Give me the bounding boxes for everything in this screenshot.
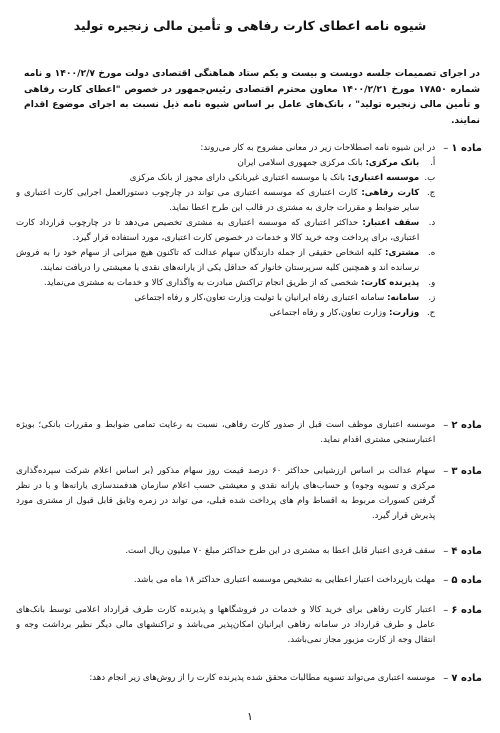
article-label: ماده ۳ – bbox=[443, 466, 482, 477]
definition-item bbox=[16, 276, 435, 291]
article-label: ماده ۵ – bbox=[443, 575, 482, 586]
article-text: اعتبار کارت رفاهی برای خرید کالا و خدمات در فروشگاهها و پذیرنده کارت طرف قرارداد اعلامی توسط بانک‌های عامل و طرف قرارداد در سامانه رفاهی ایرانیان امکان‌پذیر می‌باشد و تراکنشهای مالی دیگر نظیر برداشت وجه و انتقال وجه از کارت مزبور مجاز نمی‌باشد. bbox=[16, 605, 436, 645]
article-1 bbox=[16, 141, 482, 321]
item-letter: ب. bbox=[424, 173, 436, 183]
item-letter: أ. bbox=[430, 158, 436, 168]
item-term: موسسه اعتباری: bbox=[347, 173, 420, 183]
item-letter: و. bbox=[428, 278, 436, 288]
article-text: مهلت بازپرداخت اعتبار اعطایی به تشخیص موسسه اعتباری حداکثر ۱۸ ماه می باشد. bbox=[133, 575, 436, 585]
item-letter: ه. bbox=[428, 248, 436, 258]
item-text: سامانه اعتباری رفاه ایرانیان با تولیت وزارت تعاون،کار و رفاه اجتماعی bbox=[134, 293, 385, 303]
article-text: سهام عدالت بر اساس ارزشیابی حداکثر ۶۰ درصد قیمت روز سهام مذکور (بر اساس اعلام شرکت سپرده‌گذاری مرکزی و تسویه وجوه) و حساب‌های یارانه نقدی و معیشتی حسب اعلام سازمان هدفمندسازی یارانه‌ها و با در نظر گرفتن کسورات مربوط به اقساط وام های پرداخت شده قبلی، می تواند در زمره وثایق قابل قبول از مشتری مورد پذیرش قرار گیرد. bbox=[16, 466, 436, 521]
page-number: ۱ bbox=[247, 710, 253, 723]
article-4 bbox=[16, 544, 482, 559]
definition-item bbox=[16, 216, 435, 246]
item-letter: ح. bbox=[426, 308, 436, 318]
item-term: بانک مرکزی: bbox=[365, 158, 420, 168]
item-term: سقف اعتبار: bbox=[362, 218, 420, 228]
item-term: مشتری: bbox=[385, 248, 420, 258]
definition-item bbox=[16, 246, 435, 276]
article-text: سقف فردی اعتبار قابل اعطا به مشتری در این طرح حداکثر مبلغ ۷۰ میلیون ریال است. bbox=[125, 546, 436, 556]
item-text: بانک یا موسسه اعتباری غیربانکی دارای مجوز از بانک مرکزی bbox=[129, 173, 346, 183]
item-term: پذیرنده کارت: bbox=[360, 278, 420, 288]
definition-item bbox=[16, 156, 435, 171]
item-term: کارت رفاهی: bbox=[361, 188, 420, 198]
item-term: وزارت: bbox=[388, 308, 420, 318]
item-text: حداکثر اعتباری که موسسه اعتباری به مشتری تخصیص می‌دهد تا در چارچوب قرارداد کارت اعتباری، برای پرداخت وجه خرید کالا و خدمات در خصوص کارت اعتباری، مورد استفاده قرار گیرد. bbox=[16, 218, 420, 243]
item-term: سامانه: bbox=[387, 293, 420, 303]
item-letter: ز. bbox=[428, 293, 436, 303]
article-label: ماده ۷ – bbox=[443, 673, 482, 684]
article-3 bbox=[16, 464, 482, 524]
article-5 bbox=[16, 573, 482, 588]
article-text: در این شیوه نامه اصطلاحات زیر در معانی مشروح به کار می‌روند: bbox=[200, 143, 436, 153]
item-text: بانک مرکزی جمهوری اسلامی ایران bbox=[237, 158, 363, 168]
item-text: شخصی که از طریق انجام تراکنش مبادرت به واگذاری کالا و خدمات به مشتری می‌نماید. bbox=[43, 278, 359, 288]
definition-item bbox=[16, 291, 435, 306]
intro-paragraph: در اجرای تصمیمات جلسه دویست و بیست و یکم ستاد هماهنگی اقتصادی دولت مورخ ۱۴۰۰/۲/۷ و نامه شماره ۱۷۸۵۰ مورخ ۱۴۰۰/۲/۲۱ معاون محترم اقتصادی رئیس‌جمهور در خصوص "اعطای کارت رفاهی و تأمین مالی زنجیره تولید" ، بانک‌های عامل بر اساس شیوه نامه ذیل نسبت به اجرای موضوع اقدام نمایند. bbox=[24, 68, 480, 126]
article-text: موسسه اعتباری موظف است قبل از صدور کارت رفاهی، نسبت به رعایت تمامی ضوابط و مقررات بانکی؛ بویژه اعتبارسنجی مشتری اقدام نماید. bbox=[16, 420, 436, 445]
item-letter: د. bbox=[428, 218, 436, 228]
item-text: کارت اعتباری که موسسه اعتباری می تواند در چارچوب دستورالعمل اجرایی کارت اعتباری و سایر ضوابط و مقررات جاری به مشتری در قالب این طرح اعطا نماید. bbox=[16, 188, 420, 213]
article-label: ماده ۲ – bbox=[443, 420, 482, 431]
item-text: وزارت تعاون،کار و رفاه اجتماعی bbox=[269, 308, 387, 318]
item-text: کلیه اشخاص حقیقی از جمله دارندگان سهام عدالت که تاکنون هیچ میزانی از سهام خود را به فروش نرسانده اند و همچنین کلیه سرپرستان خانوار که حداقل یکی از یارانه‌های نقدی یا معیشتی را دریافت نمایند. bbox=[16, 248, 420, 273]
article-2 bbox=[16, 418, 482, 448]
document-title: شیوه نامه اعطای کارت رفاهی و تأمین مالی زنجیره تولید bbox=[73, 18, 427, 33]
definition-item bbox=[16, 186, 435, 216]
article-label: ماده ۱ – bbox=[443, 143, 482, 154]
article-text: موسسه اعتباری می‌تواند تسویه مطالبات محقق شده پذیرنده کارت را از روش‌های زیر انجام دهد: bbox=[89, 673, 436, 683]
definition-item bbox=[16, 171, 435, 186]
article-label: ماده ۶ – bbox=[443, 605, 482, 616]
article-label: ماده ۴ – bbox=[443, 546, 482, 557]
definition-item bbox=[16, 306, 435, 321]
article-6 bbox=[16, 603, 482, 648]
article-7 bbox=[16, 671, 482, 686]
item-letter: ج. bbox=[426, 188, 436, 198]
